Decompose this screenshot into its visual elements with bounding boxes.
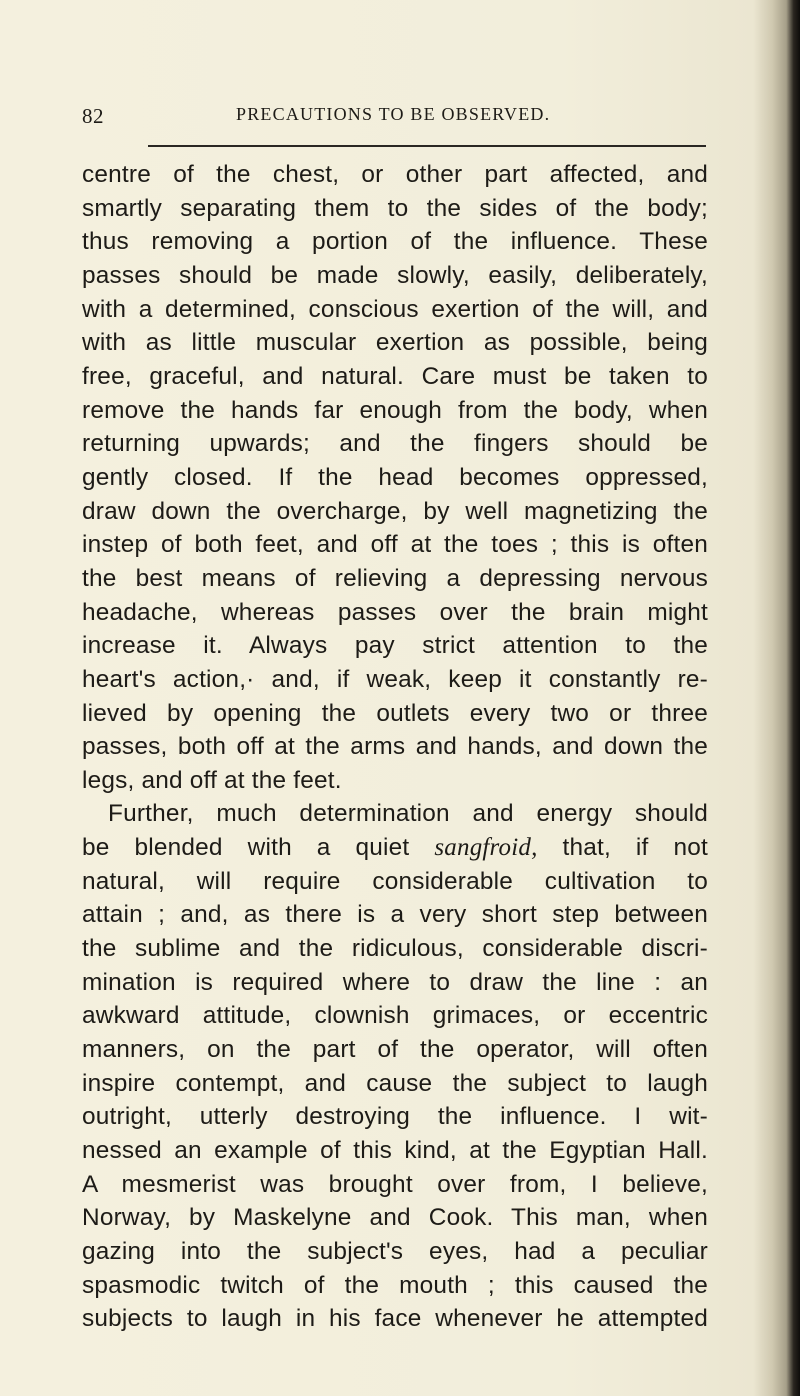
italic-word: sangfroid, bbox=[434, 834, 538, 862]
text-line: attain ; and, as there is a very short step between bbox=[82, 901, 708, 929]
text-line: increase it. Always pay strict attention to the bbox=[82, 632, 708, 660]
text-line: subjects to laugh in his face whenever he attempted bbox=[82, 1305, 708, 1333]
text-line: centre of the chest, or other part affected, and bbox=[82, 161, 708, 188]
text-line: natural, will require considerable cultivation to bbox=[82, 867, 708, 895]
text-line: passes should be made slowly, easily, deliberately, bbox=[82, 261, 708, 289]
text-line: with a determined, conscious exertion of the will, and bbox=[82, 295, 708, 323]
page-header bbox=[0, 104, 800, 134]
text-line: outright, utterly destroying the influence. I wit- bbox=[82, 1103, 708, 1131]
text-line: inspire contempt, and cause the subject to laugh bbox=[82, 1069, 708, 1097]
text-line: free, graceful, and natural. Care must be taken to bbox=[82, 362, 708, 390]
text-line: spasmodic twitch of the mouth ; this caused the bbox=[82, 1271, 708, 1299]
text-line: passes, both off at the arms and hands, and down the bbox=[82, 733, 708, 761]
text-line: thus removing a portion of the influence. These bbox=[82, 228, 708, 256]
paragraph-start-line: Further, much determination and energy should bbox=[108, 800, 708, 828]
text-line: headache, whereas passes over the brain might bbox=[82, 598, 708, 626]
text-line: instep of both feet, and off at the toes ; this is often bbox=[82, 531, 708, 559]
text-segment: be blended with a quiet bbox=[82, 834, 435, 862]
text-line: draw down the overcharge, by well magnetizing the bbox=[82, 497, 708, 525]
text-line: returning upwards; and the fingers should be bbox=[82, 430, 708, 458]
text-segment: that, if not bbox=[537, 834, 708, 862]
paragraph-end-line: legs, and off at the feet. bbox=[82, 766, 342, 794]
text-line: gently closed. If the head becomes oppressed, bbox=[82, 463, 708, 491]
header-rule bbox=[148, 145, 706, 147]
text-line: remove the hands far enough from the body, when bbox=[82, 396, 708, 424]
text-line: heart's action,· and, if weak, keep it constantly re- bbox=[82, 665, 708, 693]
text-line: mination is required where to draw the line : an bbox=[82, 968, 708, 996]
page-binding-shadow bbox=[754, 0, 800, 1396]
text-line: Norway, by Maskelyne and Cook. This man, when bbox=[82, 1204, 708, 1232]
text-line: nessed an example of this kind, at the Egyptian Hall. bbox=[82, 1137, 708, 1165]
text-line: smartly separating them to the sides of the body; bbox=[82, 194, 708, 222]
page-number: 82 bbox=[82, 104, 104, 128]
text-line: the best means of relieving a depressing nervous bbox=[82, 564, 708, 592]
body-text bbox=[82, 158, 708, 1336]
text-line: A mesmerist was brought over from, I believe, bbox=[82, 1170, 708, 1198]
text-line: manners, on the part of the operator, will often bbox=[82, 1036, 708, 1064]
text-line: lieved by opening the outlets every two or three bbox=[82, 699, 708, 727]
text-line-with-italic bbox=[82, 831, 708, 865]
text-line: the sublime and the ridiculous, considerable discri- bbox=[82, 935, 708, 963]
text-line: awkward attitude, clownish grimaces, or eccentric bbox=[82, 1002, 708, 1030]
text-line: with as little muscular exertion as possible, being bbox=[82, 329, 708, 357]
running-title: PRECAUTIONS TO BE OBSERVED. bbox=[236, 104, 551, 124]
text-line: gazing into the subject's eyes, had a peculiar bbox=[82, 1238, 708, 1265]
